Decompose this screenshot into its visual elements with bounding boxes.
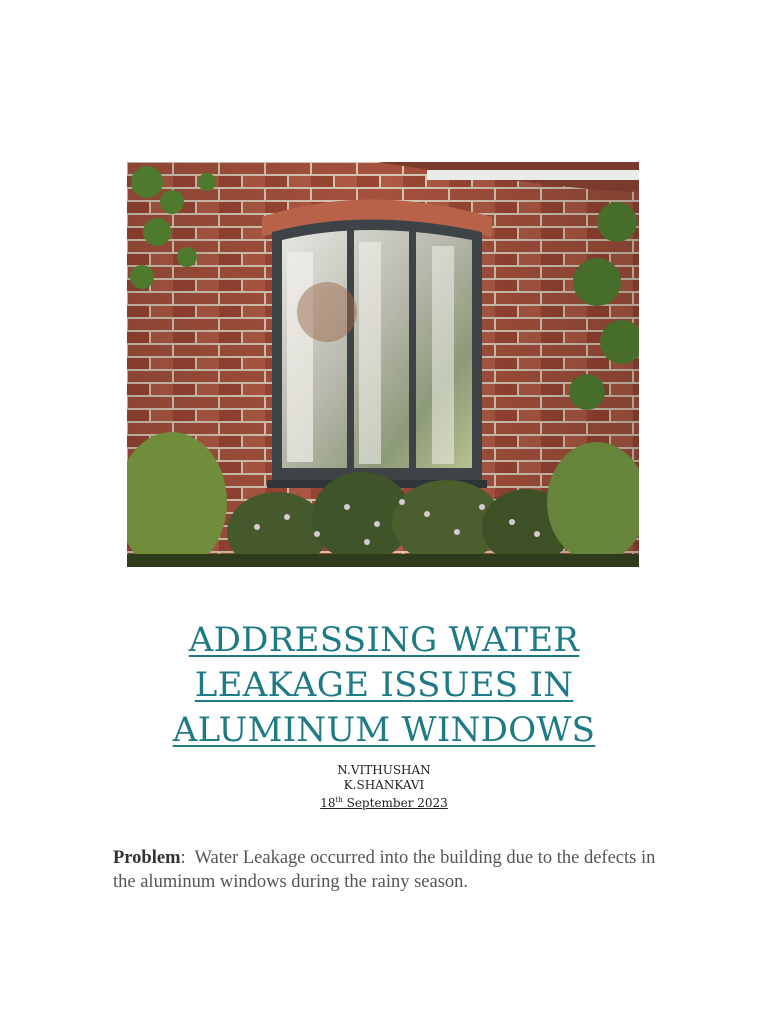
title-line-1: ADDRESSING WATER (188, 620, 580, 660)
author-block (0, 763, 768, 811)
document-title (84, 618, 684, 753)
problem-text: Water Leakage occurred into the building due to the defects in the aluminum windows during the rainy season. (113, 848, 660, 892)
title-line-3: ALUMINUM WINDOWS (172, 710, 596, 750)
problem-label: Problem (113, 848, 181, 868)
cover-photo (127, 162, 639, 567)
problem-separator: : (180, 848, 186, 868)
date-ordinal: th (335, 796, 343, 804)
problem-statement (113, 846, 673, 894)
author-1: N.VITHUSHAN (337, 763, 431, 777)
title-line-2: LEAKAGE ISSUES IN (194, 665, 574, 705)
author-2: K.SHANKAVI (343, 778, 425, 792)
date-rest: September 2023 (342, 796, 448, 810)
brick-wall-window-image (127, 162, 639, 567)
document-date (0, 793, 768, 811)
date-day: 18 (320, 796, 336, 810)
